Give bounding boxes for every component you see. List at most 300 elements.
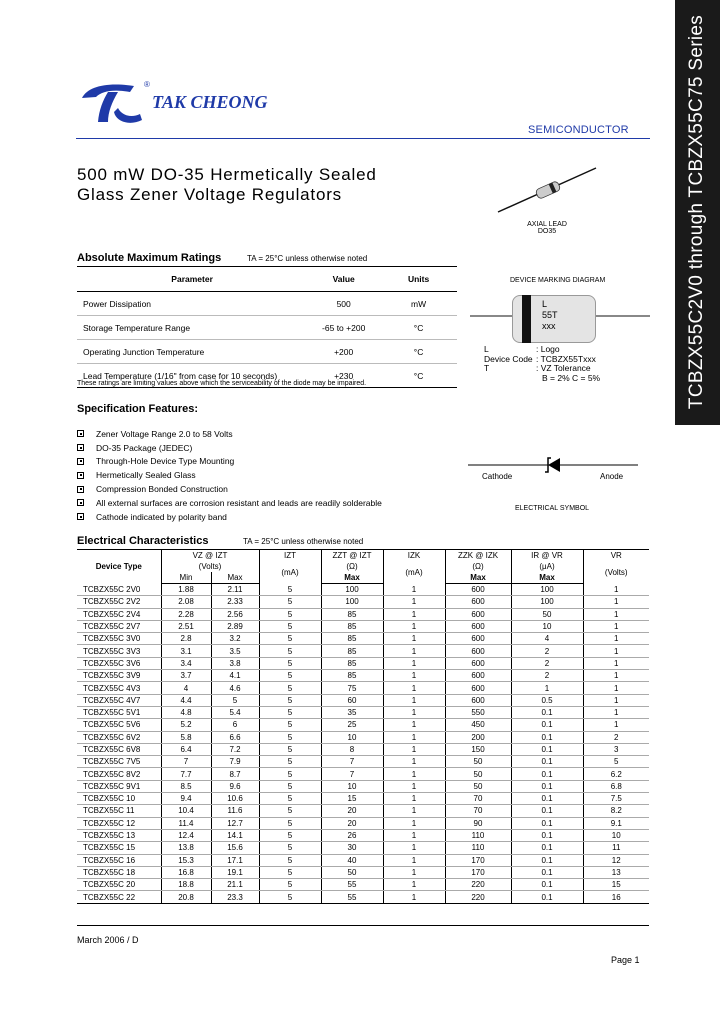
table-cell: 55 bbox=[321, 879, 383, 891]
table-cell: 9.1 bbox=[583, 817, 649, 829]
table-cell: 500 bbox=[307, 292, 380, 316]
table-cell: 1 bbox=[383, 780, 445, 792]
table-cell: 5 bbox=[259, 645, 321, 657]
table-cell: TCBZX55C 20 bbox=[77, 879, 161, 891]
legend-value: : VZ Tolerance bbox=[536, 363, 591, 373]
table-cell: 5 bbox=[583, 756, 649, 768]
zzk-max: Max bbox=[445, 572, 511, 584]
table-cell: 1 bbox=[383, 706, 445, 718]
table-cell: 1 bbox=[383, 719, 445, 731]
table-cell: 2 bbox=[583, 731, 649, 743]
table-cell: 5 bbox=[259, 768, 321, 780]
feature-text: Compression Bonded Construction bbox=[96, 484, 228, 495]
table-cell: °C bbox=[380, 316, 457, 340]
table-cell: TCBZX55C 11 bbox=[77, 805, 161, 817]
table-cell: 0.1 bbox=[511, 719, 583, 731]
bullet-box-icon bbox=[77, 499, 84, 506]
symbol-caption: ELECTRICAL SYMBOL bbox=[515, 505, 590, 512]
legend-key: L bbox=[484, 344, 489, 354]
table-cell: 600 bbox=[445, 670, 511, 682]
amr-heading: Absolute Maximum Ratings bbox=[77, 252, 222, 264]
table-cell: °C bbox=[380, 364, 457, 388]
table-cell: 5 bbox=[211, 694, 259, 706]
feature-text: DO-35 Package (JEDEC) bbox=[96, 442, 193, 453]
table-cell: 3.2 bbox=[211, 633, 259, 645]
zzt-unit: (Ω) bbox=[321, 561, 383, 572]
table-cell: 10.4 bbox=[161, 805, 211, 817]
table-cell: 1 bbox=[583, 694, 649, 706]
table-cell: 85 bbox=[321, 657, 383, 669]
table-cell: 20 bbox=[321, 817, 383, 829]
table-cell: 55 bbox=[321, 891, 383, 903]
table-row bbox=[77, 817, 649, 829]
table-row bbox=[77, 657, 649, 669]
table-cell: 1 bbox=[583, 633, 649, 645]
table-cell: 85 bbox=[321, 608, 383, 620]
table-row bbox=[77, 719, 649, 731]
table-row bbox=[77, 731, 649, 743]
table-cell: 600 bbox=[445, 694, 511, 706]
table-cell: 6 bbox=[211, 719, 259, 731]
table-cell: 1 bbox=[383, 608, 445, 620]
table-cell: 5.2 bbox=[161, 719, 211, 731]
table-cell: 50 bbox=[445, 768, 511, 780]
table-cell: 20.8 bbox=[161, 891, 211, 903]
table-cell: 5 bbox=[259, 706, 321, 718]
table-cell: 110 bbox=[445, 842, 511, 854]
table-cell: 10.6 bbox=[211, 793, 259, 805]
table-cell: 5 bbox=[259, 620, 321, 632]
table-cell: TCBZX55C 18 bbox=[77, 866, 161, 878]
elec-heading: Electrical Characteristics bbox=[77, 535, 209, 547]
table-cell: 0.1 bbox=[511, 780, 583, 792]
table-cell: 18.8 bbox=[161, 879, 211, 891]
table-row bbox=[77, 866, 649, 878]
table-cell: 1 bbox=[383, 633, 445, 645]
table-cell: 1 bbox=[383, 768, 445, 780]
table-cell: 9.4 bbox=[161, 793, 211, 805]
bullet-box-icon bbox=[77, 472, 84, 479]
package-line2: DO35 bbox=[537, 228, 557, 235]
table-cell: 50 bbox=[321, 866, 383, 878]
header-divider bbox=[76, 138, 650, 139]
marking-heading: DEVICE MARKING DIAGRAM bbox=[510, 277, 606, 284]
table-cell: 600 bbox=[445, 682, 511, 694]
table-cell: 1 bbox=[383, 584, 445, 596]
table-cell: TCBZX55C 12 bbox=[77, 817, 161, 829]
side-banner bbox=[675, 0, 720, 425]
table-row bbox=[77, 670, 649, 682]
table-cell: 1 bbox=[583, 682, 649, 694]
legend-key: T bbox=[484, 363, 490, 373]
table-cell: Power Dissipation bbox=[77, 292, 307, 316]
list-item bbox=[77, 455, 382, 469]
table-row bbox=[77, 584, 649, 596]
table-cell: 8.5 bbox=[161, 780, 211, 792]
table-cell: 7.5 bbox=[583, 793, 649, 805]
table-cell: 5 bbox=[259, 731, 321, 743]
list-item bbox=[77, 441, 382, 455]
table-cell: 0.1 bbox=[511, 743, 583, 755]
table-cell: 1 bbox=[583, 620, 649, 632]
table-cell: °C bbox=[380, 340, 457, 364]
table-cell: 5 bbox=[259, 842, 321, 854]
table-cell: 6.8 bbox=[583, 780, 649, 792]
table-cell: 85 bbox=[321, 633, 383, 645]
table-cell: 1 bbox=[383, 694, 445, 706]
table-cell: 5 bbox=[259, 854, 321, 866]
table-cell: TCBZX55C 10 bbox=[77, 793, 161, 805]
table-row bbox=[77, 706, 649, 718]
registered-mark: ® bbox=[144, 80, 150, 89]
table-cell: TCBZX55C 4V7 bbox=[77, 694, 161, 706]
table-cell: 100 bbox=[511, 584, 583, 596]
table-row bbox=[77, 829, 649, 841]
table-cell: 5 bbox=[259, 879, 321, 891]
table-row bbox=[77, 805, 649, 817]
table-cell: 5 bbox=[259, 694, 321, 706]
bullet-box-icon bbox=[77, 430, 84, 437]
table-cell: 2.33 bbox=[211, 596, 259, 608]
table-cell: 0.5 bbox=[511, 694, 583, 706]
table-cell: 50 bbox=[445, 780, 511, 792]
table-cell: 1 bbox=[583, 596, 649, 608]
table-cell: 8 bbox=[321, 743, 383, 755]
col-value: Value bbox=[307, 267, 380, 292]
table-cell: 7 bbox=[161, 756, 211, 768]
table-cell: TCBZX55C 3V9 bbox=[77, 670, 161, 682]
table-row bbox=[77, 292, 457, 316]
table-cell: 13 bbox=[583, 866, 649, 878]
ir-max: Max bbox=[511, 572, 583, 584]
table-cell: TCBZX55C 8V2 bbox=[77, 768, 161, 780]
table-cell: 1 bbox=[583, 719, 649, 731]
table-cell: 12.7 bbox=[211, 817, 259, 829]
legend-value: : Logo bbox=[536, 344, 560, 354]
table-cell: 2.11 bbox=[211, 584, 259, 596]
table-cell: 0.1 bbox=[511, 756, 583, 768]
table-cell: -65 to +200 bbox=[307, 316, 380, 340]
table-cell: 25 bbox=[321, 719, 383, 731]
col-zzk: ZZK @ IZK bbox=[445, 550, 511, 562]
zzt-max: Max bbox=[321, 572, 383, 584]
table-cell: 7.2 bbox=[211, 743, 259, 755]
table-cell: +200 bbox=[307, 340, 380, 364]
table-cell: 17.1 bbox=[211, 854, 259, 866]
table-cell: 7.9 bbox=[211, 756, 259, 768]
list-item bbox=[77, 496, 382, 510]
table-row bbox=[77, 608, 649, 620]
table-cell: 16 bbox=[583, 891, 649, 903]
table-cell: 11 bbox=[583, 842, 649, 854]
table-cell: 1 bbox=[511, 682, 583, 694]
table-cell: 600 bbox=[445, 657, 511, 669]
table-cell: TCBZX55C 7V5 bbox=[77, 756, 161, 768]
table-cell: 1 bbox=[383, 793, 445, 805]
table-cell: 4.4 bbox=[161, 694, 211, 706]
table-cell: TCBZX55C 5V6 bbox=[77, 719, 161, 731]
izt-unit: (mA) bbox=[259, 561, 321, 584]
table-cell: 3.8 bbox=[211, 657, 259, 669]
bullet-box-icon bbox=[77, 513, 84, 520]
cathode-label: Cathode bbox=[482, 472, 513, 481]
table-cell: TCBZX55C 16 bbox=[77, 854, 161, 866]
table-cell: 10 bbox=[321, 780, 383, 792]
table-cell: 90 bbox=[445, 817, 511, 829]
table-cell: 14.1 bbox=[211, 829, 259, 841]
table-cell: 100 bbox=[321, 584, 383, 596]
vz-max: Max bbox=[211, 572, 259, 584]
table-row bbox=[77, 743, 649, 755]
table-cell: 220 bbox=[445, 891, 511, 903]
table-cell: 5 bbox=[259, 719, 321, 731]
table-cell: TCBZX55C 13 bbox=[77, 829, 161, 841]
features-heading: Specification Features: bbox=[77, 403, 199, 415]
table-cell: 1 bbox=[383, 682, 445, 694]
table-cell: 1 bbox=[383, 854, 445, 866]
table-cell: 5 bbox=[259, 670, 321, 682]
legend-value: : TCBZX55Txxx bbox=[536, 353, 596, 364]
table-cell: 1.88 bbox=[161, 584, 211, 596]
table-cell: 2.89 bbox=[211, 620, 259, 632]
table-cell: 9.6 bbox=[211, 780, 259, 792]
table-cell: 170 bbox=[445, 866, 511, 878]
table-cell: 85 bbox=[321, 670, 383, 682]
table-cell: 6.6 bbox=[211, 731, 259, 743]
table-cell: 10 bbox=[583, 829, 649, 841]
table-cell: TCBZX55C 22 bbox=[77, 891, 161, 903]
table-cell: 0.1 bbox=[511, 817, 583, 829]
table-cell: TCBZX55C 2V7 bbox=[77, 620, 161, 632]
company-name: TAK CHEONG bbox=[152, 92, 268, 112]
table-cell: 1 bbox=[383, 596, 445, 608]
table-cell: 15.6 bbox=[211, 842, 259, 854]
table-cell: 10 bbox=[321, 731, 383, 743]
table-cell: 30 bbox=[321, 842, 383, 854]
table-cell: 6.4 bbox=[161, 743, 211, 755]
elec-condition: TA = 25°C unless otherwise noted bbox=[243, 537, 364, 546]
features-list bbox=[77, 427, 382, 524]
table-cell: 0.1 bbox=[511, 891, 583, 903]
table-cell: 1 bbox=[583, 645, 649, 657]
table-cell: 600 bbox=[445, 596, 511, 608]
table-cell: 5 bbox=[259, 817, 321, 829]
table-cell: 5 bbox=[259, 891, 321, 903]
ir-unit: (μA) bbox=[511, 561, 583, 572]
table-cell: 4 bbox=[161, 682, 211, 694]
table-cell: TCBZX55C 2V0 bbox=[77, 584, 161, 596]
table-row bbox=[77, 891, 649, 903]
table-cell: 20 bbox=[321, 805, 383, 817]
table-cell: 6.2 bbox=[583, 768, 649, 780]
table-cell: 2.56 bbox=[211, 608, 259, 620]
table-cell: 1 bbox=[383, 620, 445, 632]
feature-text: Hermetically Sealed Glass bbox=[96, 470, 196, 481]
table-cell: 450 bbox=[445, 719, 511, 731]
table-cell: 600 bbox=[445, 608, 511, 620]
table-cell: 5 bbox=[259, 743, 321, 755]
table-cell: 0.1 bbox=[511, 854, 583, 866]
table-row bbox=[77, 842, 649, 854]
table-cell: 5 bbox=[259, 608, 321, 620]
table-cell: TCBZX55C 15 bbox=[77, 842, 161, 854]
page-title: 500 mW DO-35 Hermetically Sealed Glass Zener Voltage Regulators bbox=[77, 165, 377, 204]
table-cell: TCBZX55C 9V1 bbox=[77, 780, 161, 792]
table-row bbox=[77, 316, 457, 340]
diode-package-icon bbox=[492, 160, 602, 220]
table-row bbox=[77, 879, 649, 891]
table-row bbox=[77, 682, 649, 694]
table-cell: 1 bbox=[383, 842, 445, 854]
table-cell: 100 bbox=[511, 596, 583, 608]
table-cell: 60 bbox=[321, 694, 383, 706]
table-cell: 1 bbox=[583, 670, 649, 682]
table-cell: 1 bbox=[383, 645, 445, 657]
table-cell: TCBZX55C 5V1 bbox=[77, 706, 161, 718]
col-units: Units bbox=[380, 267, 457, 292]
table-cell: 85 bbox=[321, 645, 383, 657]
table-cell: 600 bbox=[445, 645, 511, 657]
table-cell: 85 bbox=[321, 620, 383, 632]
table-cell: 19.1 bbox=[211, 866, 259, 878]
table-cell: 2 bbox=[511, 657, 583, 669]
table-cell: 4.6 bbox=[211, 682, 259, 694]
tak-cheong-logo-icon bbox=[78, 80, 146, 124]
table-cell: TCBZX55C 6V8 bbox=[77, 743, 161, 755]
table-cell: 5.8 bbox=[161, 731, 211, 743]
table-cell: 11.4 bbox=[161, 817, 211, 829]
table-cell: 5 bbox=[259, 829, 321, 841]
table-cell: mW bbox=[380, 292, 457, 316]
table-cell: 8.7 bbox=[211, 768, 259, 780]
table-cell: 200 bbox=[445, 731, 511, 743]
table-cell: 5 bbox=[259, 780, 321, 792]
amr-footnote: These ratings are limiting values above which the serviceability of the diode may be impaired. bbox=[77, 380, 367, 387]
table-cell: TCBZX55C 2V4 bbox=[77, 608, 161, 620]
legend-value: B = 2% C = 5% bbox=[542, 372, 601, 383]
vz-min: Min bbox=[161, 572, 211, 584]
table-cell: 1 bbox=[383, 866, 445, 878]
table-row bbox=[77, 768, 649, 780]
list-item bbox=[77, 427, 382, 441]
table-cell: 2.51 bbox=[161, 620, 211, 632]
table-cell: 15 bbox=[321, 793, 383, 805]
table-cell: 13.8 bbox=[161, 842, 211, 854]
table-cell: 7 bbox=[321, 768, 383, 780]
semiconductor-label: SEMICONDUCTOR bbox=[528, 124, 629, 136]
col-izk: IZK bbox=[383, 550, 445, 562]
list-item bbox=[77, 468, 382, 482]
table-cell: 5 bbox=[259, 682, 321, 694]
table-cell: 5 bbox=[259, 596, 321, 608]
table-cell: 0.1 bbox=[511, 793, 583, 805]
table-cell: 600 bbox=[445, 584, 511, 596]
table-cell: 2.8 bbox=[161, 633, 211, 645]
bullet-box-icon bbox=[77, 458, 84, 465]
table-cell: 16.8 bbox=[161, 866, 211, 878]
table-cell: TCBZX55C 3V3 bbox=[77, 645, 161, 657]
revision-date: March 2006 / D bbox=[77, 935, 139, 945]
table-cell: 600 bbox=[445, 620, 511, 632]
table-cell: 100 bbox=[321, 596, 383, 608]
table-cell: 21.1 bbox=[211, 879, 259, 891]
table-cell: 2.08 bbox=[161, 596, 211, 608]
table-cell: 150 bbox=[445, 743, 511, 755]
table-cell: 0.1 bbox=[511, 866, 583, 878]
table-cell: 2.28 bbox=[161, 608, 211, 620]
table-cell: 5 bbox=[259, 805, 321, 817]
table-cell: 5 bbox=[259, 657, 321, 669]
table-cell: 3.5 bbox=[211, 645, 259, 657]
vr-unit: (Volts) bbox=[604, 567, 628, 577]
feature-text: All external surfaces are corrosion resistant and leads are readily solderable bbox=[96, 497, 382, 508]
table-cell: 11.6 bbox=[211, 805, 259, 817]
col-ir: IR @ VR bbox=[511, 550, 583, 562]
marking-line: 55T bbox=[542, 310, 558, 320]
table-cell: Operating Junction Temperature bbox=[77, 340, 307, 364]
legend-key: Device Code bbox=[484, 353, 533, 364]
table-cell: 23.3 bbox=[211, 891, 259, 903]
bullet-box-icon bbox=[77, 444, 84, 451]
table-cell: 4.8 bbox=[161, 706, 211, 718]
table-cell: TCBZX55C 3V6 bbox=[77, 657, 161, 669]
table-cell: TCBZX55C 2V2 bbox=[77, 596, 161, 608]
col-parameter: Parameter bbox=[77, 267, 307, 292]
table-cell: 1 bbox=[583, 584, 649, 596]
cathode-band bbox=[522, 295, 531, 343]
table-cell: 0.1 bbox=[511, 706, 583, 718]
table-row bbox=[77, 620, 649, 632]
table-cell: 3.7 bbox=[161, 670, 211, 682]
table-row bbox=[77, 694, 649, 706]
table-cell: 3 bbox=[583, 743, 649, 755]
table-cell: 1 bbox=[383, 731, 445, 743]
table-cell: 70 bbox=[445, 805, 511, 817]
table-cell: 5 bbox=[259, 866, 321, 878]
table-cell: 3.4 bbox=[161, 657, 211, 669]
table-row bbox=[77, 780, 649, 792]
table-cell: 5 bbox=[259, 756, 321, 768]
table-cell: 170 bbox=[445, 854, 511, 866]
table-cell: TCBZX55C 3V0 bbox=[77, 633, 161, 645]
table-cell: 15 bbox=[583, 879, 649, 891]
table-cell: 1 bbox=[383, 879, 445, 891]
table-cell: 4 bbox=[511, 633, 583, 645]
col-izt: IZT bbox=[259, 550, 321, 562]
table-row bbox=[77, 633, 649, 645]
table-cell: Storage Temperature Range bbox=[77, 316, 307, 340]
table-cell: 1 bbox=[383, 670, 445, 682]
table-cell: 1 bbox=[583, 657, 649, 669]
electrical-characteristics-table bbox=[77, 549, 649, 904]
col-vz: VZ @ IZT bbox=[161, 550, 259, 562]
table-row bbox=[77, 793, 649, 805]
table-cell: 5 bbox=[259, 793, 321, 805]
izk-unit: (mA) bbox=[383, 561, 445, 584]
table-cell: 15.3 bbox=[161, 854, 211, 866]
footer-divider bbox=[77, 925, 649, 926]
package-line1: AXIAL LEAD bbox=[527, 221, 567, 228]
table-cell: 2 bbox=[511, 645, 583, 657]
table-cell: TCBZX55C 6V2 bbox=[77, 731, 161, 743]
table-cell: TCBZX55C 4V3 bbox=[77, 682, 161, 694]
table-cell: 1 bbox=[383, 829, 445, 841]
table-row bbox=[77, 854, 649, 866]
table-cell: 75 bbox=[321, 682, 383, 694]
table-cell: 5 bbox=[259, 633, 321, 645]
table-cell: 0.1 bbox=[511, 842, 583, 854]
table-cell: 5 bbox=[259, 584, 321, 596]
